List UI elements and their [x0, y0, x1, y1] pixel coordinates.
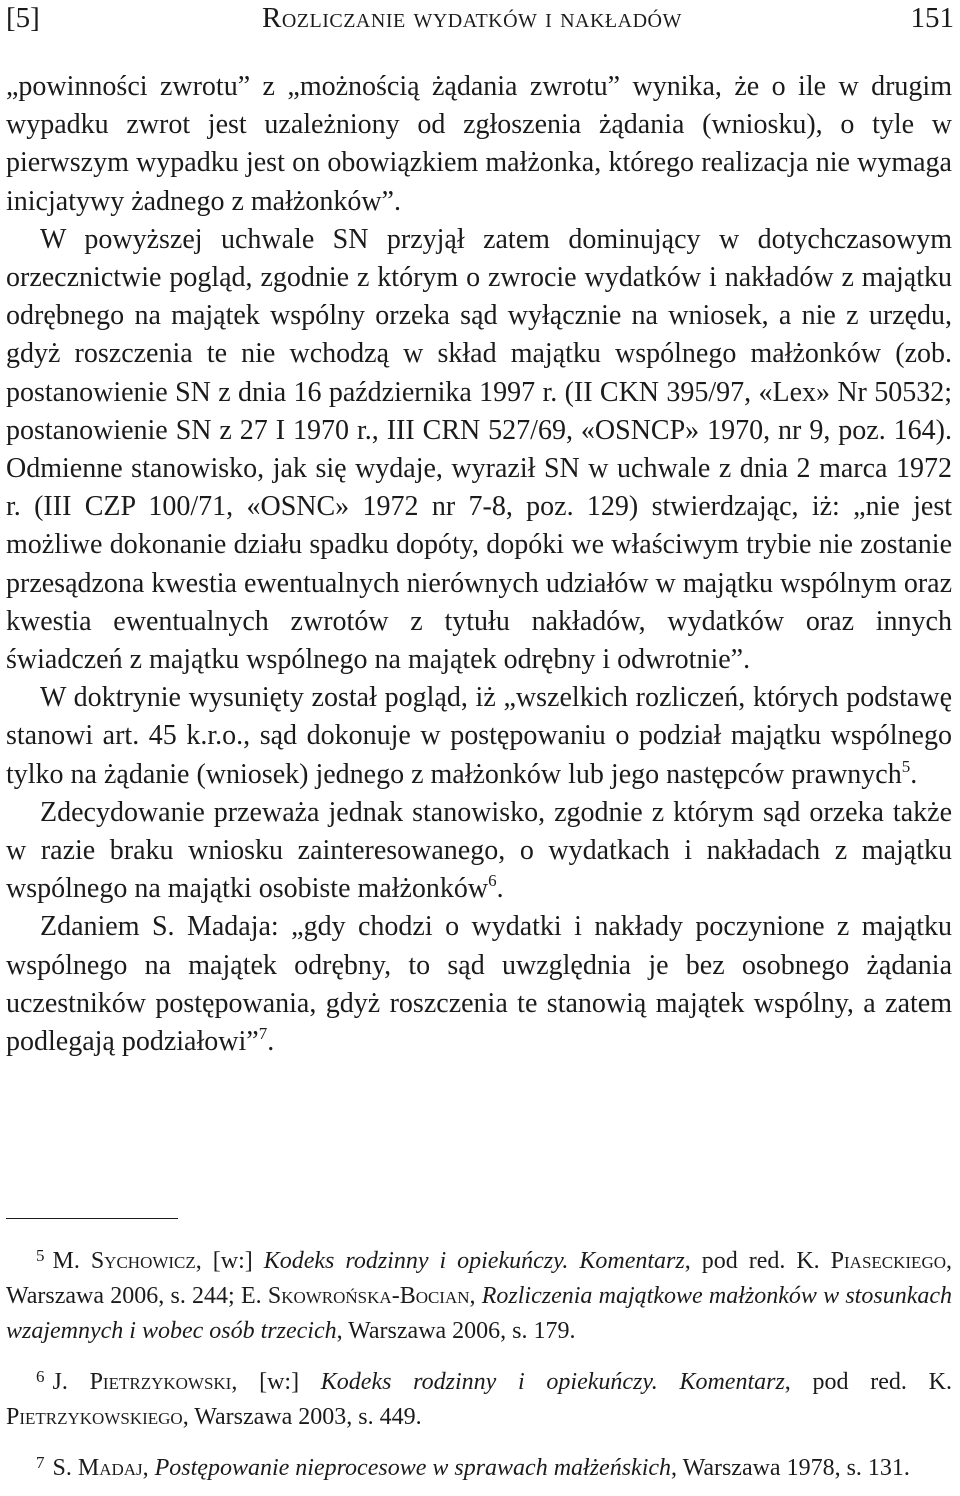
footnote: [6, 1359, 952, 1435]
paragraph: [6, 221, 952, 679]
footnote-reference[interactable]: 5: [901, 756, 911, 776]
footnotes: [6, 1238, 952, 1496]
footnote-ed-text: , pod red.: [784, 1369, 929, 1395]
footnote-number: 7: [36, 1453, 45, 1472]
footnote-number: 5: [36, 1246, 45, 1265]
footnote-work: Rozliczenia majątkowe małżonków w stosunkach wzajemnych i wobec osób trzecich: [6, 1283, 952, 1344]
paragraph-tail: .: [267, 1026, 275, 1058]
paragraph: [6, 68, 952, 221]
page-number: 151: [910, 2, 954, 34]
main-text: [6, 68, 952, 1061]
footnote: [6, 1238, 952, 1349]
footnote-middle: , Warszawa 2006, s. 244;: [6, 1248, 952, 1309]
footnote: [6, 1445, 952, 1486]
footnote-end: , Warszawa 1978, s. 131.: [671, 1455, 910, 1481]
footnote-divider: [6, 1218, 178, 1219]
footnote-number: 6: [36, 1367, 45, 1386]
footnote-author: J. Pietrzykowski,: [52, 1369, 238, 1395]
paragraph-text: „powinności zwrotu” z „możnością żądania zwrotu” wynika, że o ile w drugim wypadku zwrot jest uzależniony od zgłoszenia żądania (wniosku), o tyle w pierwszym wypadku jest on obowiązkiem małżonka, którego realizacja nie wymaga inicjatywy żadnego z małżonków”.: [6, 71, 952, 217]
paragraph: [6, 679, 952, 794]
footnote-work: Kodeks rodzinny i opiekuńczy. Komentarz: [320, 1369, 785, 1395]
paragraph-text: W powyższej uchwale SN przyjął zatem dominujący w dotychczasowym orzecznictwie pogląd, zgodnie z którym o zwrocie wydatków i nakładów z majątku odrębnego na majątek wspólny orzeka sąd wyłącznie na wniosek, a nie z urzędu, gdyż roszczenia te nie wchodzą w skład majątku wspólnego małżonków (zob. postanowienie SN z dnia 16 października 1997 r. (II CKN 395/97, «Lex» Nr 50532; postanowienie SN z 27 I 1970 r., III CRN 527/69, «OSNCP» 1970, nr 9, poz. 164). Odmienne stanowisko, jak się wydaje, wyraził SN w uchwale z dnia 2 marca 1972 r. (III CZP 100/71, «OSNC» 1972 nr 7-8, poz. 129) stwierdzając, iż: „nie jest możliwe dokonanie działu spadku dopóty, dopóki we właściwym trybie nie zostanie przesądzona kwestia ewentualnych nierównych udziałów w majątku wspólnym oraz kwestia ewentualnych zwrotów z tytułu nakładów, wydatków oraz innych świadczeń z majątku wspólnego na majątek odrębny i odwrotnie”.: [6, 223, 952, 676]
running-header: [0, 0, 960, 40]
footnote-editor: K. Pietrzykowskiego: [6, 1369, 952, 1430]
footnote-reference[interactable]: 6: [488, 871, 497, 891]
footnote-author: E. Skowrońska-Bocian,: [240, 1283, 476, 1309]
paragraph-text: Zdaniem S. Madaja: „gdy chodzi o wydatki i nakłady poczynione z majątku wspólnego na majątek odrębny, to sąd uwzględnia je bez osobnego żądania uczestników postępowania, gdyż roszczenia te stanowią majątek wspólny, a zatem podlegają podziałowi”: [6, 911, 952, 1058]
paragraph: [6, 908, 952, 1061]
footnote-end: , Warszawa 2003, s. 449.: [182, 1404, 422, 1430]
footnote-prefix: [w:]: [237, 1369, 321, 1395]
paragraph-tail: .: [496, 873, 504, 905]
footnote-work: Postępowanie nieprocesowe w sprawach małżeńskich: [154, 1455, 672, 1481]
running-title: Rozliczanie wydatków i nakładów: [262, 2, 682, 34]
footnote-author: S. Madaj,: [52, 1455, 149, 1481]
paragraph-tail: .: [910, 758, 918, 790]
section-marker: [5]: [6, 2, 40, 34]
footnote-ed-text: , pod red.: [684, 1248, 797, 1274]
footnote-author: M. Sychowicz,: [52, 1248, 202, 1274]
footnote-prefix: [w:]: [201, 1248, 264, 1274]
paragraph-text: Zdecydowanie przeważa jednak stanowisko, zgodnie z którym sąd orzeka także w razie braku wniosku zainteresowanego, o wydatkach i nakładach z majątku wspólnego na majątki osobiste małżonków: [6, 796, 952, 905]
footnote-end: , Warszawa 2006, s. 179.: [336, 1318, 576, 1344]
paragraph: [6, 794, 952, 909]
paragraph-text: W doktrynie wysunięty został pogląd, iż „wszelkich rozliczeń, których podstawę stanowi art. 45 k.r.o., sąd dokonuje w postępowaniu o podział majątku wspólnego tylko na żądanie (wniosek) jednego z małżonków lub jego następców prawnych: [6, 682, 952, 790]
footnote-reference[interactable]: 7: [258, 1024, 268, 1044]
footnote-editor: K. Piaseckiego: [796, 1248, 946, 1274]
footnote-work: Kodeks rodzinny i opiekuńczy. Komentarz: [263, 1248, 685, 1274]
